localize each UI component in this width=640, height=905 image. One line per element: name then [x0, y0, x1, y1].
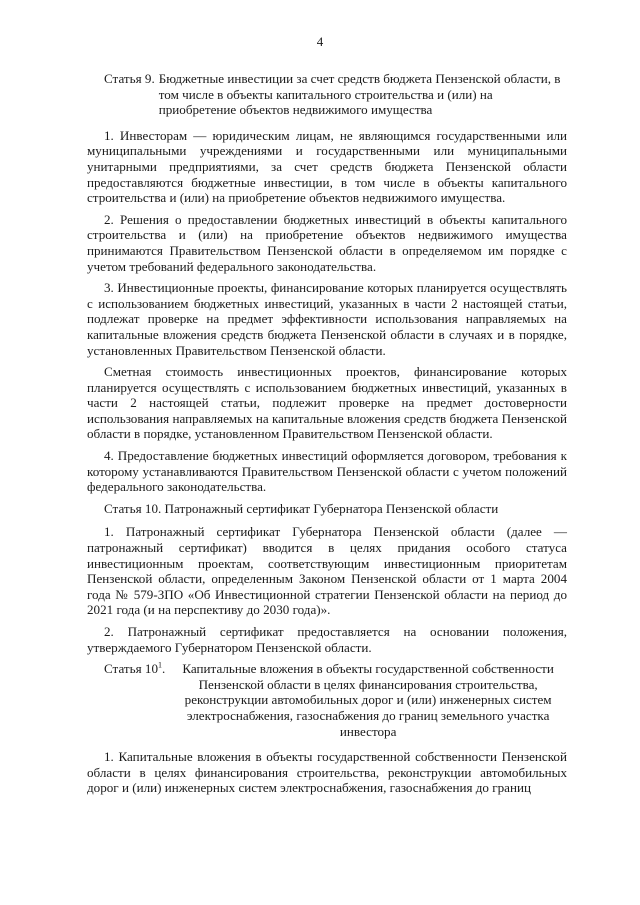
article-9-paragraph-5: 4. Предоставление бюджетных инвестиций оформляется договором, требования к которому устанавливаются Правительством Пензенской области с учетом положений федерального законодательства.	[87, 448, 567, 495]
article-10-1-label-prefix: Статья 10	[104, 661, 158, 677]
article-9-paragraph-3: 3. Инвестиционные проекты, финансирование которых планируется осуществлять с использованием бюджетных инвестиций, указанных в части 2 настоящей статьи, подлежат проверке на предмет эффективности использования направляемых на капитальные вложения средств бюджета Пензенской области в случаях и в порядке, установленных Правительством Пензенской области.	[87, 280, 567, 358]
page-number: 4	[316, 34, 324, 49]
article-10-1-title: Капитальные вложения в объекты государственной собственности Пензенской области в целях финансирования строительства, реконструкции автомобильных дорог и (или) инженерных систем электроснабжения, газоснабжения до границ земельного участка инвестора	[182, 661, 554, 739]
article-9-title: Бюджетные инвестиции за счет средств бюджета Пензенской области, в том числе в объекты капитального строительства и (или) на приобретение объектов недвижимого имущества	[158, 71, 561, 118]
article-9-paragraph-2: 2. Решения о предоставлении бюджетных инвестиций в объекты капитального строительства и (или) на приобретение объектов недвижимого имущества принимаются Правительством Пензенской области в определяемом им порядке с учетом требований федерального законодательства.	[87, 211, 567, 274]
article-10-1-label-suffix: .	[162, 661, 166, 677]
article-9-paragraph-1: 1. Инвесторам — юридическим лицам, не являющимся государственными или муниципальными учреждениями и государственными или муниципальными унитарными предприятиями, за счет средств бюджета Пензенской области предоставляются бюджетные инвестиции, в том числе в объекты капитального строительства и (или) на приобретение объектов недвижимого имущества.	[87, 127, 567, 206]
article-10-1-paragraph-1: 1. Капитальные вложения в объекты государственной собственности Пензенской области в целях финансирования строительства, реконструкции автомобильных дорог и (или) инженерных систем электроснабжения, газоснабжения до границ	[87, 749, 567, 796]
article-10-paragraph-2: 2. Патронажный сертификат предоставляется на основании положения, утверждаемого Губернатором Пензенской области.	[87, 624, 567, 655]
document-body	[87, 71, 567, 802]
article-9-label: Статья 9.	[104, 71, 155, 86]
article-10-1-label	[87, 661, 169, 739]
article-10-1-heading	[87, 661, 567, 739]
article-9-paragraph-4: Сметная стоимость инвестиционных проектов, финансирование которых планируется осуществлять с использованием бюджетных инвестиций, указанных в части 2 настоящей статьи, подлежит проверке на предмет достоверности использования направляемых на капитальные вложения средств бюджета Пензенской области в порядке, установленном Правительством Пензенской области.	[87, 364, 567, 442]
article-10-1-label-superscript: 1	[158, 660, 162, 670]
article-10-heading: Статья 10. Патронажный сертификат Губернатора Пензенской области	[104, 500, 499, 516]
article-10-paragraph-1: 1. Патронажный сертификат Губернатора Пензенской области (далее — патронажный сертификат) вводится в целях придания особого статуса инвестиционным проектам, соответствующим инвестиционным приоритетам Пензенской области, определенным Законом Пензенской области от 1 марта 2004 года № 579-ЗПО «Об Инвестиционной стратегии Пензенской области на период до 2021 года (и на перспективу до 2030 года)».	[87, 524, 567, 618]
article-9-heading	[87, 71, 567, 118]
